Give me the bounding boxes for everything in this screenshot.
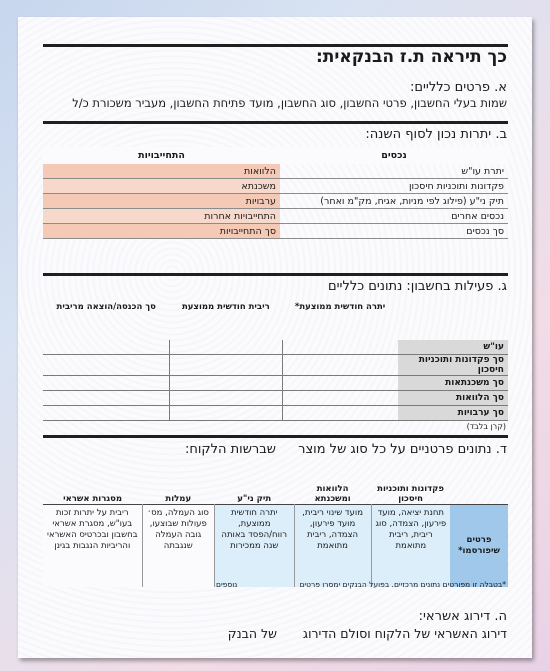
- product-header: עמלות: [165, 494, 192, 504]
- table-cell: [169, 376, 282, 391]
- table-cell: [43, 355, 169, 376]
- assets-header: נכסים: [280, 147, 508, 164]
- liabilities-header: התחייבויות: [43, 147, 280, 164]
- section-e-heading: ה. דירוג אשראי:: [418, 609, 507, 624]
- table-row: [43, 179, 508, 194]
- product-cell: תחנת יציאה, מועד פירעון, הצמדה, סוג ריבית, ריבית מתואמת: [371, 505, 450, 588]
- row-label: סך ערבויות: [398, 406, 508, 421]
- section-e-main-text: דירוג האשראי של הלקוח וסולם הדירוג: [302, 626, 507, 641]
- row-label: סך משכנתאות: [398, 376, 508, 391]
- principal-note: (קרן בלבד): [466, 422, 506, 431]
- product-note: *בטבלה זו מפורטים נתונים מרכזיים. בפועל הבנקים ימסרו פרטים: [299, 580, 506, 589]
- product-cell: סוג העמלה, מס׳ פעולות שבוצעו, גובה העמלה שנגבתה: [142, 505, 214, 588]
- table-cell: [282, 355, 398, 376]
- product-cell: מועד שינוי ריבית, מועד פירעון, הצמדה, ריבית מתואמת: [294, 505, 371, 588]
- table-cell: [169, 406, 282, 421]
- liability-cell: התחייבויות אחרות: [43, 209, 280, 224]
- document-sheet: [18, 17, 532, 658]
- liability-cell: ערבויות: [43, 194, 280, 209]
- section-d-subtitle: שברשות הלקוח:: [184, 442, 276, 457]
- row-label: סך פקדונות ותוכניות חיסכון: [398, 355, 508, 376]
- asset-cell: יתרת עו"ש: [280, 164, 508, 179]
- product-cell: יתרה חודשית ממוצעת, רווח/הפסד באותה שנה ממכירות: [214, 505, 294, 588]
- section-d-rule: [43, 435, 508, 438]
- product-cell: ריבית על יתרות זכות בעו"ש, מסגרת אשראי בחשבון ובכרטיס האשראי והריביות הנגבות בגינן: [43, 505, 142, 588]
- section-b-rule: [43, 121, 508, 124]
- section-e-text: [228, 626, 507, 641]
- table-row: [43, 391, 508, 406]
- table-cell: [43, 391, 169, 406]
- corner-header: [398, 300, 508, 340]
- avg-balance-header: יתרה חודשית ממוצעת*: [294, 302, 386, 312]
- table-cell: [282, 391, 398, 406]
- table-cell: [169, 340, 282, 355]
- table-row: [43, 209, 508, 224]
- section-e-end-text: של הבנק: [227, 626, 277, 641]
- product-header: תיק ני"ע: [237, 494, 272, 504]
- table-cell: [282, 406, 398, 421]
- table-row: [43, 224, 508, 239]
- section-b-heading: ב. יתרות נכון לסוף השנה:: [365, 127, 507, 142]
- row-label: עו"ש: [398, 340, 508, 355]
- table-row: [43, 194, 508, 209]
- liability-cell: סך התחייבויות: [43, 224, 280, 239]
- page-title: כך תיראה ת.ז הבנקאית:: [315, 47, 507, 67]
- liability-cell: משכנתא: [43, 179, 280, 194]
- section-g-rule: [43, 273, 508, 276]
- table-cell: [43, 406, 169, 421]
- section-a-text: שמות בעלי החשבון, פרטי החשבון, סוג החשבון, מועד פתיחת החשבון, מעביר משכורת כ/ל: [72, 96, 507, 110]
- section-a-heading: א. פרטים כלליים:: [410, 80, 507, 95]
- table-cell: [43, 376, 169, 391]
- activity-table: [43, 300, 508, 421]
- section-g-heading: ג. פעילות בחשבון: נתונים כלליים: [328, 279, 507, 294]
- asset-cell: סך נכסים: [280, 224, 508, 239]
- asset-cell: פקדונות ותוכניות חיסכון: [280, 179, 508, 194]
- table-row: [43, 355, 508, 376]
- product-header: הלוואות ומשכנתא: [314, 484, 351, 504]
- product-header: מסגרות אשראי: [63, 494, 123, 504]
- asset-cell: תיק ני"ע (פילוג לפי מניות, אגיח, מק"מ ואחר): [280, 194, 508, 209]
- avg-interest-header: ריבית חודשית ממוצעת: [181, 302, 270, 312]
- asset-cell: נכסים אחרים: [280, 209, 508, 224]
- row-label: פרטים שיפורסמו*: [450, 505, 508, 588]
- liability-cell: הלוואות: [43, 164, 280, 179]
- balance-table: [43, 147, 508, 239]
- table-row: [43, 406, 508, 421]
- table-row: [43, 505, 508, 588]
- product-table: [43, 479, 508, 587]
- table-cell: [169, 391, 282, 406]
- table-row: [43, 340, 508, 355]
- table-cell: [169, 355, 282, 376]
- product-note-extra: נוספים: [216, 580, 238, 589]
- section-d-title: ד. נתונים פרטניים על כל סוג של מוצר: [298, 442, 507, 457]
- product-header: פקדונות ותוכניות חיסכון: [377, 484, 444, 504]
- table-cell: [282, 340, 398, 355]
- table-cell: [43, 340, 169, 355]
- table-cell: [282, 376, 398, 391]
- table-row: [43, 164, 508, 179]
- table-row: [43, 376, 508, 391]
- section-d-heading: [185, 442, 507, 457]
- corner-header: [450, 479, 508, 505]
- interest-total-header: סך הכנסה/הוצאה מריבית: [56, 302, 156, 312]
- row-label: סך הלוואות: [398, 391, 508, 406]
